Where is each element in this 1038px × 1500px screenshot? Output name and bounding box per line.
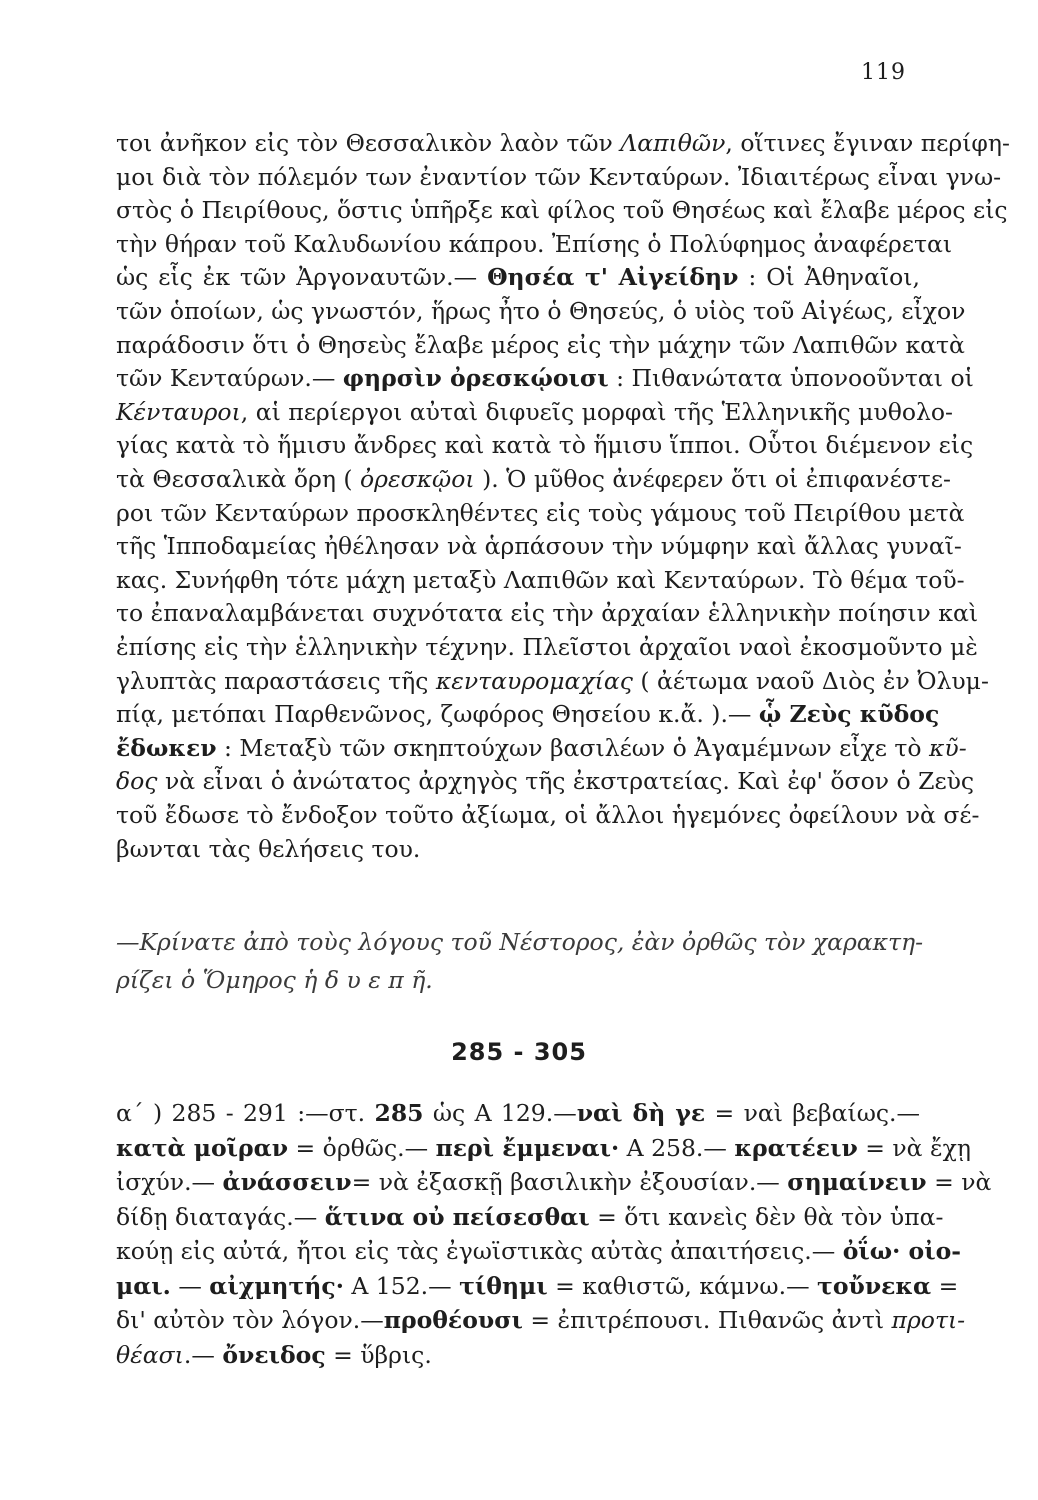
text-run: ὡς εἷς ἐκ τῶν Ἀργοναυτῶν.— xyxy=(116,263,488,292)
lemma: 285 xyxy=(374,1099,424,1127)
page-number: 119 xyxy=(861,60,906,85)
text-run: Α 258.— xyxy=(619,1133,735,1162)
lemma: ὄνειδος xyxy=(222,1340,326,1369)
text-run: γλυπτὰς παραστάσεις τῆς xyxy=(116,666,436,695)
text-line xyxy=(116,1271,959,1302)
text-run: ἐπίσης εἰς τὴν ἑλληνικὴν τέχνην. Πλεῖστοι ἀρχαῖοι ναοὶ ἐκοσμοῦντο μὲ xyxy=(116,633,978,661)
lemma: αἰχμητής· xyxy=(209,1271,344,1300)
lemma: προθέουσι xyxy=(383,1306,523,1334)
lemma: κρατέειν xyxy=(734,1133,858,1162)
italic-term: κενταυρομαχίας xyxy=(435,666,633,695)
lemma: τοὔνεκα xyxy=(817,1271,932,1300)
lemma: ἔδωκεν xyxy=(116,733,217,762)
text-run: : Μεταξὺ τῶν σκηπτούχων βασιλέων ὁ Ἀγαμέμνων εἶχε τὸ xyxy=(216,733,929,762)
text-line xyxy=(116,363,974,394)
lemma: ναὶ δὴ γε xyxy=(576,1099,706,1127)
text-run: ροι τῶν Κενταύρων προσκληθέντες εἰς τοὺς γάμους τοῦ Πειρίθου μετὰ xyxy=(116,498,965,527)
lemma: ἅτινα οὐ πείσεσθαι xyxy=(324,1202,590,1231)
text-run: πίᾳ, μετόπαι Παρθενῶνος, ζωφόρος Θησείου κ.ἄ. ).— xyxy=(116,700,759,729)
italic-term: Λαπιθῶν xyxy=(620,129,726,157)
text-line xyxy=(116,800,980,831)
text-line xyxy=(116,565,965,596)
text-run: : Οἱ Ἀθηναῖοι, xyxy=(738,263,920,292)
lemma: κατὰ μοῖραν xyxy=(116,1133,289,1162)
text-run: .— xyxy=(183,1340,223,1369)
text-run: το ἐπαναλαμβάνεται συχνότατα εἰς τὴν ἀρχαίαν ἑλληνικὴν ποίησιν καὶ xyxy=(116,599,979,628)
text-line xyxy=(116,927,924,958)
text-line xyxy=(116,598,979,629)
text-run: — xyxy=(170,1271,210,1300)
text-line xyxy=(116,834,920,865)
text-run: ( ἀέτωμα ναοῦ Διὸς ἐν Ὀλυμ- xyxy=(632,666,989,695)
italic-term: δος xyxy=(116,767,158,796)
text-run: γίας κατὰ τὸ ἥμισυ ἄνδρες καὶ κατὰ τὸ ἥμισυ ἵπποι. Οὗτοι διέμενον εἰς xyxy=(116,431,974,460)
italic-term: ὀρεσκῷοι xyxy=(360,465,475,493)
text-run: = νὰ ἐξασκῇ βασιλικὴν ἐξουσίαν.— xyxy=(351,1168,788,1196)
text-run: κούῃ εἰς αὐτά, ἤτοι εἰς τὰς ἐγωϊστικὰς αὐτὰς ἀπαιτήσεις.— xyxy=(116,1237,843,1265)
text-line xyxy=(116,430,974,461)
text-run: = νὰ xyxy=(926,1168,992,1196)
text-run: α΄ ) 285 - 291 :—στ. xyxy=(116,1099,375,1127)
text-run: ὡς Α 129.— xyxy=(423,1099,577,1127)
text-run: τὴν θήραν τοῦ Καλυδωνίου κάπρου. Ἐπίσης ὁ Πολύφημος ἀναφέρεται xyxy=(116,229,953,258)
text-line xyxy=(116,397,953,428)
text-line xyxy=(116,699,940,730)
text-run: τῶν Κενταύρων.— xyxy=(116,364,343,393)
text-line xyxy=(116,1133,971,1164)
text-line xyxy=(116,1098,920,1129)
text-line xyxy=(116,229,953,260)
lemma: τίθημι xyxy=(459,1271,548,1300)
text-line xyxy=(116,531,962,562)
text-line xyxy=(116,262,920,293)
text-run: = ὕβρις. xyxy=(325,1340,432,1369)
italic-term: —Κρίνατε ἀπὸ τοὺς λόγους τοῦ Νέστορος, ἐὰν ὀρθῶς τὸν χαρακτη- xyxy=(116,928,924,956)
text-run: τῆς Ἱπποδαμείας ἠθέλησαν νὰ ἁρπάσουν τὴν νύμφην καὶ ἄλλας γυναῖ- xyxy=(116,532,962,561)
text-line xyxy=(116,632,978,663)
lemma: ἀνάσσειν xyxy=(222,1168,352,1196)
text-line xyxy=(116,1305,966,1336)
text-run: δι' αὐτὸν τὸν λόγον.— xyxy=(116,1306,384,1334)
italic-term: ρίζει ὁ Ὅμηρος ἡ δ υ ε π ῆ. xyxy=(116,966,433,994)
lemma: ᾧ Ζεὺς κῦδος xyxy=(758,700,940,729)
text-line xyxy=(116,296,966,327)
lemma: Θησέα τ' Αἰγείδην xyxy=(487,263,739,292)
text-run: νὰ εἶναι ὁ ἀνώτατος ἀρχηγὸς τῆς ἐκστρατείας. Καὶ ἐφ' ὅσον ὁ Ζεὺς xyxy=(157,767,975,796)
text-run: τὰ Θεσσαλικὰ ὄρη ( xyxy=(116,465,361,493)
text-line xyxy=(116,666,989,697)
text-line xyxy=(116,128,1010,159)
text-line xyxy=(116,195,1008,226)
text-line xyxy=(116,965,920,996)
text-run: τοι ἀνῆκον εἰς τὸν Θεσσαλικὸν λαὸν τῶν xyxy=(116,129,621,157)
text-run: Α 152.— xyxy=(343,1271,460,1300)
text-run: : Πιθανώτατα ὑπονοοῦνται οἱ xyxy=(608,364,974,393)
lemma: φηρσὶν ὀρεσκῴοισι xyxy=(342,364,609,393)
text-run: ). Ὁ μῦθος ἀνέφερεν ὅτι οἱ ἐπιφανέστε- xyxy=(474,465,951,493)
text-run: παράδοσιν ὅτι ὁ Θησεὺς ἔλαβε μέρος εἰς τὴν μάχην τῶν Λαπιθῶν κατὰ xyxy=(116,330,965,359)
text-run: μοι διὰ τὸν πόλεμόν των ἐναντίον τῶν Κενταύρων. Ἰδιαιτέρως εἶναι γνω- xyxy=(116,162,1002,191)
lemma: μαι. xyxy=(116,1271,171,1300)
text-run: , οἵτινες ἔγιναν περίφη- xyxy=(725,129,1010,157)
text-line xyxy=(116,330,965,361)
text-run: στὸς ὁ Πειρίθους, ὅστις ὑπῆρξε καὶ φίλος τοῦ Θησέως καὶ ἔλαβε μέρος εἰς xyxy=(116,196,1008,225)
italic-term: Κένταυροι xyxy=(116,397,241,426)
italic-term: προτι- xyxy=(891,1306,966,1334)
text-run: , αἱ περίεργοι αὐταὶ διφυεῖς μορφαὶ τῆς Ἑλληνικῆς μυθολο- xyxy=(240,397,953,426)
text-line xyxy=(116,733,967,764)
text-run: τοῦ ἔδωσε τὸ ἔνδοξον τοῦτο ἀξίωμα, οἱ ἄλλοι ἡγεμόνες ὀφείλουν νὰ σέ- xyxy=(116,801,980,829)
text-line xyxy=(116,464,951,495)
text-run: ἰσχύν.— xyxy=(116,1168,223,1196)
lemma: περὶ ἔμμεναι· xyxy=(435,1133,620,1162)
text-line xyxy=(116,498,965,529)
text-run: = καθιστῶ, κάμνω.— xyxy=(547,1271,818,1300)
lemma: σημαίνειν xyxy=(787,1168,927,1196)
text-line xyxy=(116,162,1002,193)
text-run: = ἐπιτρέπουσι. Πιθανῶς ἀντὶ xyxy=(522,1306,892,1334)
italic-term: κῦ- xyxy=(929,733,967,762)
section-heading: 285 - 305 xyxy=(451,1038,587,1066)
text-run: = νὰ ἔχῃ xyxy=(857,1133,971,1162)
text-run: = xyxy=(931,1271,959,1300)
italic-term: θέασι xyxy=(116,1340,184,1369)
text-line xyxy=(116,1340,920,1371)
text-run: κας. Συνήφθη τότε μάχη μεταξὺ Λαπιθῶν καὶ Κενταύρων. Τὸ θέμα τοῦ- xyxy=(116,565,965,594)
text-run: = ναὶ βεβαίως.— xyxy=(705,1099,921,1127)
lemma: ὀΐω· οἰο- xyxy=(842,1237,961,1265)
text-run: δίδῃ διαταγάς.— xyxy=(116,1202,325,1231)
text-line xyxy=(116,1236,961,1267)
text-line xyxy=(116,766,975,797)
text-run: βωνται τὰς θελήσεις του. xyxy=(116,834,421,863)
text-line xyxy=(116,1202,944,1233)
text-run: τῶν ὁποίων, ὡς γνωστόν, ἥρως ἦτο ὁ Θησεύς, ὁ υἱὸς τοῦ Αἰγέως, εἶχον xyxy=(116,297,966,325)
text-line xyxy=(116,1167,992,1198)
text-run: = ὀρθῶς.— xyxy=(288,1133,436,1162)
text-run: = ὅτι κανεὶς δὲν θὰ τὸν ὑπα- xyxy=(589,1202,944,1231)
